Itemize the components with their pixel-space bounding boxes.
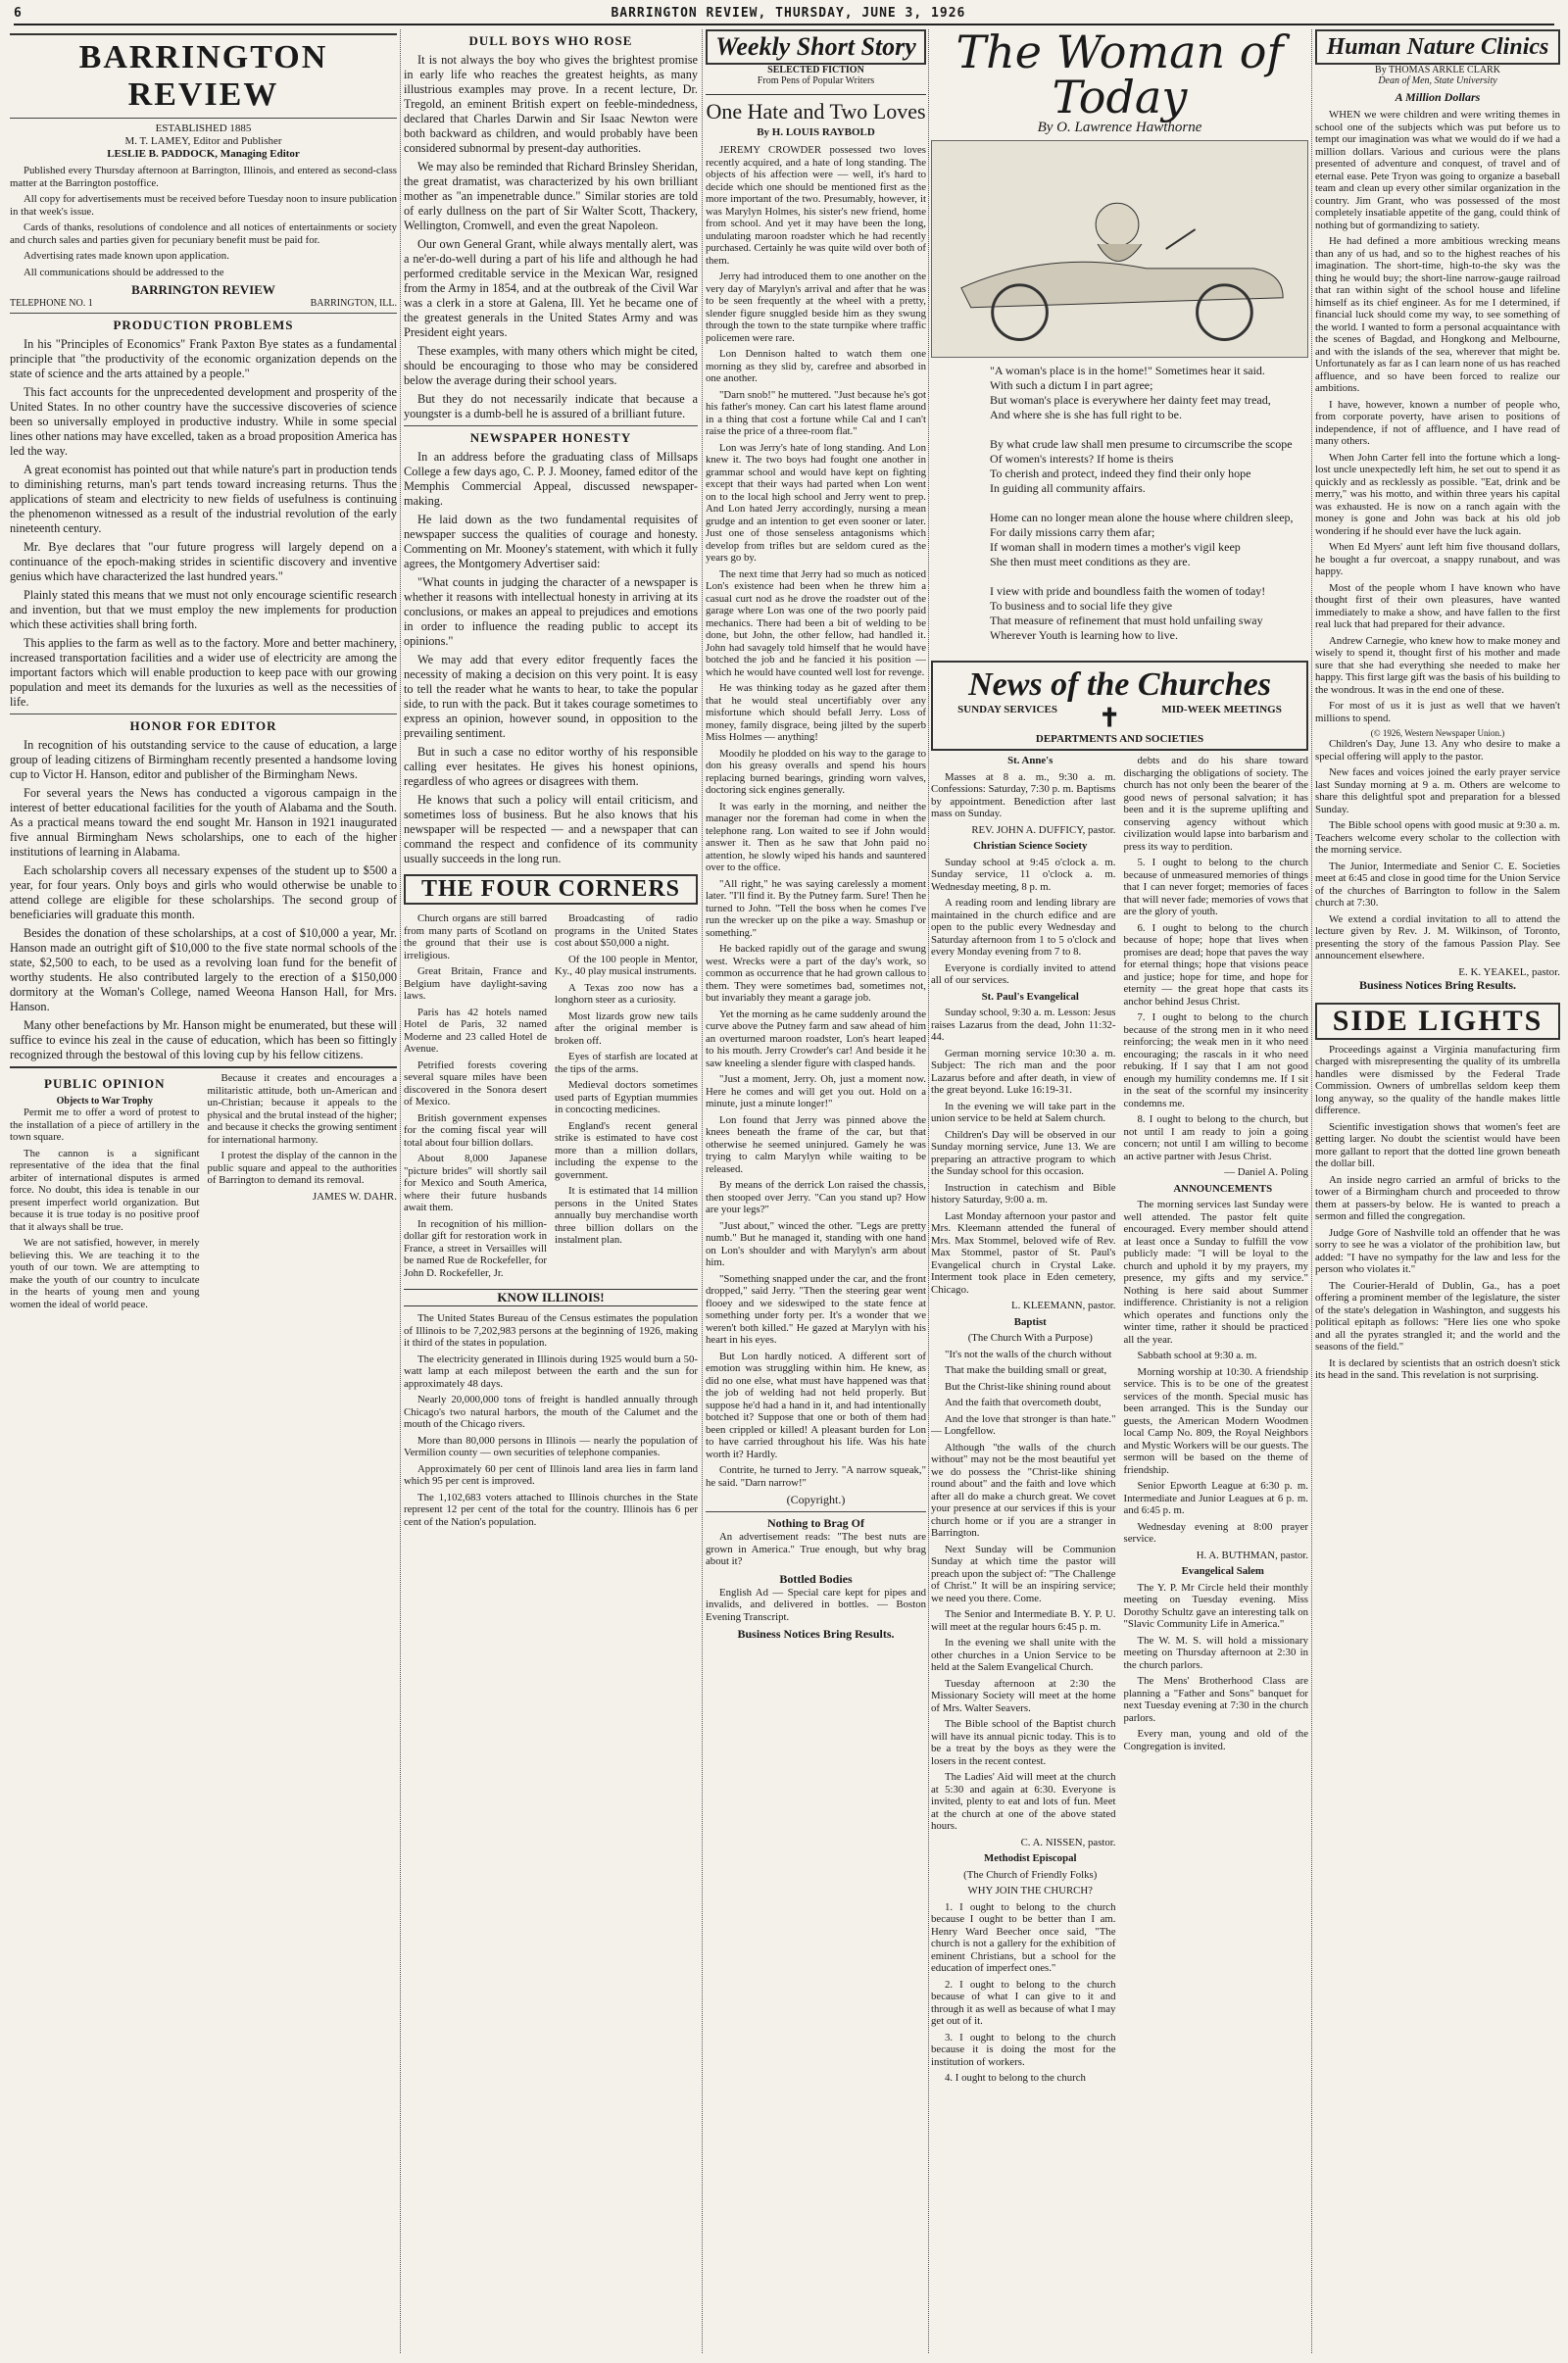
article-honor: In recognition of his outstanding service to the cause of education, a large group of leading citizens of Birmingham recently presented a handsome loving cup to Victor H. Hanson, editor and publisher of the Birmingham News. For several years the News has conducted a vigorous campaign in the interest of better educational facilities for the youth of Alabama and the South. As a practical means toward the end sought Mr. Hanson in 1921 inaugurated five annual Birmingham News scholarships, one to each of the higher institutions of learning in Alabama. Each scholarship covers all necessary expenses of the student up to $500 a year, for four years. Only boys and girls who would otherwise be unable to attend college are eligible for these scholarships. The second group of beneficiaries will graduate this month. Besides the donation of these scholarships, at a cost of $10,000 a year, Mr. Hanson made an outright gift of $10,000 to the five state normal schools of the state, $2,500 to each, to be used as a revolving loan fund for the benefit of worthy students. He also contributed largely to the erection of a $150,000 dormitory at the Woman's College, named Weeona Hanson Hall, for Mrs. Hanson. Many other benefactions by Mr. Hanson might be enumerated, but these will suffice to evince his zeal in the cause of education, which has been so fittingly recognized through the bestowal of this loving cup by his fellow citizens. — [10, 738, 397, 1061]
column-4: The Woman of Today By O. Lawrence Hawthorne "A woman's place is in the home!" Sometimes hear it said. With such a dictum I in part agree; But woman's place is everywhere her dainty feet may tread, And where she is she has full right to be. By what crude law shall men presume to circumscribe the scope Of women's interests? If home is theirs To cherish and protect, indeed they find their only hope In guiding all community affairs. Home can no longer mean alone the house where children sleep, For daily missions carry them afar; If woman shall in modern times a mother's vigil keep She then must meet conditions as they are. I view with pride and boundless faith the women of today! To business and to social life they give That measure of refinement that must hold unfailing sway Wherever Youth is learning how to live. News of the Churches SUNDAY SERVICES ✝ MID-WEEK MEETINGS DEPARTMENTS AND SOCIETIES St. Anne's Masses at 8 a. m., 9:30 a. m. Confessions: Saturday, 7:30 p. m. Baptisms by appointment. Benediction after last mass on Sunday. REV. JOHN A. DUFFICY, pastor. Christian Science Society Sunday school at 9:45 o'clock a. m. Sunday service, 11 o'clock a. m. Wednesday meeting, 8 p. m. A reading room and lending library are maintained in the church edifice and are open to the public every Wednesday and Saturday afternoon from 1 to 5 o'clock and every Monday evening from 7 to 8. Everyone is cordially invited to attend all of our services. St. Paul's Evangelical Sunday school, 9:30 a. m. Lesson: Jesus raises Lazarus from the dead, John 11:32-44. German morning service 10:30 a. m. Subject: The rich man and the poor Lazarus before and after death, in view of the great beyond. Luke 16:19-31. In the evening we will take part in the union service to be held at Salem church. Children's Day will be observed in our Sunday morning service, June 13. We are preparing an attractive program to which the Sunday school for this occasion. Instruction in catechism and Bible history Saturday, 9:00 a. m. Last Monday afternoon your pastor and Mrs. Kleemann attended the funeral of Mrs. Max Stommel, beloved wife of Rev. Max Stommel, pastor of St. Paul's Evangelical church in Crystal Lake. Interment took place in Eden cemetery, Chicago. L. KLEEMANN, pastor. Baptist (The Church With a Purpose) "It's not the walls of the church without That make the building small or great, But the Christ-like shining round about And the faith that overcometh doubt, And the love that stronger is than hate." — Longfellow. Although "the walls of the church without" may not be the most beautiful yet we do possess the "Christ-like shining round about" and the faith and love which after all do make a church great. We covet your presence at our services if this is your church home or if you are a stranger in Barrington. Next Sunday will be Communion Sunday at which time the pastor will preach upon the subject of: "The Challenge of Christ." It will be an inspiring service; we need you there. Come. The Senior and Intermediate B. Y. P. U. will meet at the regular hours 6:45 p. m. In the evening we shall unite with the other churches in a Union Service to be held at the Salem Evangelical Church. Tuesday afternoon at 2:30 the Missionary Society will meet at the home of Mrs. Walter Seavers. The Bible school of the Baptist church will have its annual picnic today. This is to be a treat by the boys as they were the losers in the recent contest. The Ladies' Aid will meet at the church at 5:30 and again at 6:30. Everyone is invited, plenty to eat and lots of fun. Meet at the church at one of the above stated hours. C. A. NISSEN, pastor. Methodist Episcopal (The Church of Friendly Folks) WHY JOIN THE CHURCH? 1. I ought to belong to the church because I ought to be better than I am. Henry Ward Beecher once said, "The church is not a gallery for the exhibition of eminent Christians, but a school for the education of imperfect ones." 2. I ought to belong to the church because of what I can give to it and through it as well as because of what I may get out of it. 3. I ought to belong to the church because it is doing the most for the institution of workers. 4. I ought to belong to the church debts and do his share toward discharging the obligations of society. The church has not only been the bearer of the good news of personal salvation; it has been and it is the supreme uplifting and conserving agency without which civilization would lapse into barbarism and press its way to perdition. 5. I ought to belong to the church because of unmeasured memories of things that I can never forget; memories of faces that will never fade; memories of vows that are the glory of youth. 6. I ought to belong to the church because of hope; hope that lives when promises are dead; hope that paves the way for eternal things; hope that visions peace and justice; hope for time, and hope for eternity — the great hope that casts its anchor behind Jesus Christ. 7. I ought to belong to the church because of the strong men in it who need reinforcing; the weak men in it who need encouraging; the rascals in it who need rebuking. If I say that I am not good enough my humility condemns me. If I sit in the seat of the scornful my insincerity condemns me. 8. I ought to belong to the church, but not until I am ready to join a going concern; not until I am willing to become an active partner with Jesus Christ. — Daniel A. Poling ANNOUNCEMENTS The morning services last Sunday were well attended. The pastor felt quite encouraged. Every member should attend at least once a Sunday to fulfill the vow publicly made: "I will be loyal to the church and uphold it by my prayers, my presence, my gifts and my service." Nothing is here said about Summer indifference. Christianity is not a religion which operates and functions only the winter time, rather it should be practiced all the year. Sabbath school at 9:30 a. m. Morning worship at 10:30. A friendship service. This is to be one of the greatest services of the month. Special music has been arranged. This is the Sunday our guests, the American Modern Woodmen local Camp No. 809, the Royal Neighbors and Mystic Workers will be our guests. The sermon will be based on the theme of friendship. Senior Epworth League at 6:30 p. m. Intermediate and Junior Leagues at 6 p. m. and 6:45 p. m. Wednesday evening at 8:00 prayer service. H. A. BUTHMAN, pastor. Evangelical Salem The Y. P. Mr Circle held their monthly meeting on Tuesday evening. Miss Dorothy Schultz gave an interesting talk on "Slavic Community Life in America." The W. M. S. will hold a missionary meeting on Thursday afternoon at 2:30 in the church parlors. The Mens' Brotherhood Class are planning a "Father and Sons" banquet for next Tuesday evening at 7:30 in the church parlors. Every man, young and old of the Congregation is invited. — [931, 29, 1308, 2353]
woman-poem: "A woman's place is in the home!" Sometimes hear it said. With such a dictum I in part agree; But woman's place is everywhere her dainty feet may tread, And where she is she has full right to be. By what crude law shall men presume to circumscribe the scope Of women's interests? If home is theirs To cherish and protect, indeed they find their only hope In guiding all community affairs. Home can no longer mean alone the house where children sleep, For daily missions carry them afar; If woman shall in modern times a mother's vigil keep She then must meet conditions as they are. I view with pride and boundless faith the women of today! To business and to social life they give That measure of refinement that must hold unfailing sway Wherever Youth is learning how to live. — [990, 364, 1294, 642]
story-body: JEREMY CROWDER possessed two loves recently acquired, and a hate of long standing. The objects of his affection were — well, it's hard to decide which one should be mentioned first as the more important of the two. Presumably, however, it was Marylyn Holmes, his sister's new friend, home from school. And yet it may have been the long, undulating maroon roadster which he had recently purchased. Certainly he was quite wild over both of them. Jerry had introduced them to one another on the very day of Marylyn's arrival and after that he was to be seen frequently at the wheel with a pretty, slender figure snuggled beside him as they swung through the town to the state turnpike where traffic policemen were rare. Lon Dennison halted to watch them one morning as they slid by, carefree and absorbed in one another. "Darn snob!" he muttered. "Just because he's got his father's money. Can cart his latest flame around in a thing that cost a fortune while Cal and I can't raise the price of a three-room flat." Lon was Jerry's hate of long standing. And Lon knew it. The two boys had fought one another in grammar school and would have kept on fighting except that their ways had parted when Lon went on to the local high school and Jerry went to prep. And Lon hated Jerry accordingly, nursing a mean grudge and an intention to get even sooner or later. Just one of those senseless antagonisms which develop from trifles but are seldom cured as the years go by. The next time that Jerry had so much as noticed Lon's existence had been when he threw him a casual curt nod as he drove the roadster out of the garage where Lon was one of the two poorly paid mechanics. There had been a bit of welding to be done, but John, the other fellow, had handled it. John had savagely told himself that he would have botched the job and he fancied it his position — which he would have counted well lost for revenge. He was thinking today as he gazed after them that he would steal uncertifiably over any misfortune which should befall Jerry. Loss of money, family disgrace, being jilted by the superb Miss Holmes — anything! Moodily he plodded on his way to the garage to don his greasy overalls and spend his hours replacing burned bearings, grinding worn valves, doctoring sick engines generally. It was early in the morning, and neither the manager nor the foreman had come in when the telephone rang. Lon waited to see if John would answer it. Then as he saw that John paid no attention, he slowly wiped his hands and sauntered over to the office. "All right," he was saying carelessly a moment later. "I'll find it. By the Putney farm. Sure! Then he turned to John. "Tell the boss when he comes I've run the wrecker up on the pike a way. Smashup or something." He backed rapidly out of the garage and swung west. Wrecks were a part of the day's work, so common as occurrence that he had grown callous to them. They were sometimes bad, sometimes not, but invariably they meant a garage job. Yet the morning as he came suddenly around the curve above the Putney farm and saw ahead of him an overturned maroon roadster, Lon's heart leaped to his mouth. Jerry Crowder's car! And beside it he saw kneeling a slender figure with clasped hands. "Just a moment, Jerry. Oh, just a moment now. Here he comes and will get you out. Hold on a minute, just a minute longer!" Lon found that Jerry was pinned above the knees beneath the frame of the car, but that otherwise he seemed uninjured. Gamely he was trying to calm Marylyn while waiting to be released. By means of the derrick Lon raised the chassis, then stooped over Jerry. "Can you stand up? How are your legs?" "Just about," winced the other. "Legs are pretty numb." But he managed it, standing with one hand on Lon's shoulder and with Marylyn's arm about him. "Something snapped under the car, and the front dropped," said Jerry. "Then the steering gear went flooey and we sideswiped to the state fence at something under forty per. It's a wonder that we weren't both killed." He gazed at Marylyn with his heart in his eyes. But Lon hardly noticed. A different sort of emotion was struggling within him. He knew, as did no one else, what must have happened was that the job of welding had not held properly. But suppose he'd had a hand in it, and had intentionally botched it? Suppose that one or both of them had been crippled or killed! A pleasant burden for Lon to have carried throughout his life. Was his hate worth it? Hardly. Contrite, he turned to Jerry. "A narrow squeak," he said. "Darn narrow!" (Copyright.) — [706, 144, 926, 1506]
article-title: PRODUCTION PROBLEMS — [113, 318, 294, 332]
cross-icon: ✝ — [1099, 704, 1121, 732]
article-title: HONOR FOR EDITOR — [129, 718, 277, 733]
car-illustration-icon — [932, 141, 1307, 357]
story-title: One Hate and Two Loves — [706, 94, 926, 124]
article-title: NEWSPAPER HONESTY — [469, 430, 632, 445]
human-nature-body: WHEN we were children and were writing themes in school one of the subjects which was put before us to tempt our imagination was what we would do if we had a million dollars. Various and curious were the plans presented of adventure and conquest, of travel and of eternal ease. Pete Tryon was going to organize a baseball team and clean up every other similar organization in the country. Jim Grant, who was possessed of the most completely insatiable appetite of the gang, could think of nothing but of gormandizing to satiety. He had defined a more ambitious wrecking means than any of us had, and so to the highest reaches of his imagination. The short-time, high-to-the sky was the thing he would buy; the short-line narrow-gauge railroad that ran within sight of the school house and lifeline himself as its chief engineer. As for me I determined, if financial luck should come my way, to see something of the world. I wanted to form a personal acquaintance with the scenes of Bagdad, and Hongkong and Melbourne, and with the islands of the sea, wherever that might be. Unfortunately as far as I can learn none of us has reached affluence, and so have been forced to realize our ambitions. I have, however, known a number of people who, from corporate poverty, have arisen to positions of independence, if not of affluence, and I have read of many others. When John Carter fell into the fortune which a long-lost uncle unexpectedly left him, he set out to spend it as quickly and as recklessly as possible. "Eat, drink and be merry," was his motto, and within three years his capital was exhausted. He is now on a ranch again with the money is gone and John was back at his old job wondering if he should ever have the luck again. When Ed Myers' aunt left him five thousand dollars, he bought a fur overcoat, a snappy runabout, and was happy. Most of the people whom I have known who have thought first of their own pleasures, have wanted immediately to make a show, and have fallen to the first real luck that had prepared for their advance. Andrew Carnegie, who knew how to make money and wisely to spend it, thought first of his mother and made sure that she had everything she needed to make her happy. This first large gift was the basis of his building to the wondrous. It was in the end one of these. For most of us it is just as well that we haven't millions to spend. (© 1926, Western Newspaper Union.) — [1315, 109, 1560, 738]
four-corners: Church organs are still barred from many parts of Scotland on the ground that their use is irreligious. Great Britain, France and Belgium have daylight-saving laws. Paris has 42 hotels named Hotel de Paris, 32 named Moderne and 23 called Hotel de Avenue. Petrified forests covering several square miles have been discovered in the Sonora desert of Mexico. British government expenses for the coming fiscal year will total about four billion dollars. About 8,000 Japanese "picture brides" will shortly sail for Mexico and South America, where their future husbands await them. In recognition of his million-dollar gift for restoration work in France, a street in Versailles will be named Rue de Rockefeller, for John D. Rockefeller, Jr. Broadcasting of radio programs in the United States cost about $50,000 a night. Of the 100 people in Mentor, Ky., 40 play musical instruments. A Texas zoo now has a longhorn steer as a curiosity. Most lizards grow new tails after the original member is broken off. Eyes of starfish are located at the tips of the arms. Medieval doctors sometimes used parts of Egyptian mummies in concocting medicines. England's recent general strike is estimated to have cost more than a million dollars, including the expense to the government. It is estimated that 14 million persons in the United States annually buy merchandise worth three billion dollars on the instalment plan. — [404, 912, 698, 1279]
four-corners-title: THE FOUR CORNERS — [404, 874, 698, 905]
article-honesty: In an address before the graduating class of Millsaps College a few days ago, C. P. J. Mooney, famed editor of the Memphis Commercial Appeal, discussed newspaper-making. He laid down as the two fundamental requisites of newspaper success the qualities of courage and honesty. Commenting on Mr. Mooney's statement, with which it fully agrees, the Montgomery Advertiser said: "What counts in judging the character of a newspaper is whether it reasons with intellectual honesty in arriving at its conclusions, or makes an appeal to prejudices and emotions in order to influence the reading public to accept its opinions." We may add that every editor frequently faces the necessity of making a decision on this very point. It is easy to tell the reader what he wants to hear, to take the popular side, to run with the pack. But it takes courage sometimes to express an opinion, however sound, in opposition to the prevailing sentiment. But in such a case no editor worthy of his responsible calling ever hesitates. He gives his honest opinions, regardless of who agrees or disagrees with them. He knows that such a policy will entail criticism, and sometimes loss of business. But he also knows that his newspaper will be respected — and a newspaper that can command the respect and confidence of its community usually succeeds in the long run. — [404, 450, 698, 865]
human-nature-head: Human Nature Clinics — [1315, 29, 1560, 65]
church-listings: St. Anne's Masses at 8 a. m., 9:30 a. m. Confessions: Saturday, 7:30 p. m. Baptisms by appointment. Benediction after last mass on Sunday. REV. JOHN A. DUFFICY, pastor. Christian Science Society Sunday school at 9:45 o'clock a. m. Sunday service, 11 o'clock a. m. Wednesday meeting, 8 p. m. A reading room and lending library are maintained in the church edifice and are open to the public every Wednesday and Saturday afternoon from 1 to 5 o'clock and every Monday evening from 7 to 8. Everyone is cordially invited to attend all of our services. St. Paul's Evangelical Sunday school, 9:30 a. m. Lesson: Jesus raises Lazarus from the dead, John 11:32-44. German morning service 10:30 a. m. Subject: The rich man and the poor Lazarus before and after death, in view of the great beyond. Luke 16:19-31. In the evening we will take part in the union service to be held at Salem church. Children's Day will be observed in our Sunday morning service, June 13. We are preparing an attractive program to which the Sunday school for this occasion. Instruction in catechism and Bible history Saturday, 9:00 a. m. Last Monday afternoon your pastor and Mrs. Kleemann attended the funeral of Mrs. Max Stommel, beloved wife of Rev. Max Stommel, pastor of St. Paul's Evangelical church in Crystal Lake. Interment took place in Eden cemetery, Chicago. L. KLEEMANN, pastor. Baptist (The Church With a Purpose) "It's not the walls of the church without That make the building small or great, But the Christ-like shining round about And the faith that overcometh doubt, And the love that stronger is than hate." — Longfellow. Although "the walls of the church without" may not be the most beautiful yet we do possess the "Christ-like shining round about" and the faith and love which after all do make a church great. We covet your presence at our services if this is your church home or if you are a stranger in Barrington. Next Sunday will be Communion Sunday at which time the pastor will preach upon the subject of: "The Challenge of Christ." It will be an inspiring service; we need you there. Come. The Senior and Intermediate B. Y. P. U. will meet at the regular hours 6:45 p. m. In the evening we shall unite with the other churches in a Union Service to be held at the Salem Evangelical Church. Tuesday afternoon at 2:30 the Missionary Society will meet at the home of Mrs. Walter Seavers. The Bible school of the Baptist church will have its annual picnic today. This is to be a treat by the boys as they were the losers in the recent contest. The Ladies' Aid will meet at the church at 5:30 and again at 6:30. Everyone is invited, plenty to eat and lots of fun. Meet at the church at one of the above stated hours. C. A. NISSEN, pastor. Methodist Episcopal (The Church of Friendly Folks) WHY JOIN THE CHURCH? 1. I ought to belong to the church because I ought to be better than I am. Henry Ward Beecher once said, "The church is not a gallery for the exhibition of eminent Christians, but a school for the education of imperfect ones." 2. I ought to belong to the church because of what I can give to it and through it as well as because of what I may get out of it. 3. I ought to belong to the church because it is doing the most for the institution of workers. 4. I ought to belong to the church debts and do his share toward discharging the obligations of society. The church has not only been the bearer of the good news of personal salvation; it has been and it is the supreme uplifting and conserving agency without which civilization would lapse into barbarism and press its way to perdition. 5. I ought to belong to the church because of unmeasured memories of things that I can never forget; memories of faces that will never fade; memories of vows that are the glory of youth. 6. I ought to belong to the church because of hope; hope that lives when promises are dead; hope that paves the way for eternal things; hope that visions peace and justice; hope for time, and hope for eternity — the great hope that casts its anchor behind Jesus Christ. 7. I ought to belong to the church because of the strong men in it who need reinforcing; the weak men in it who need encouraging; the rascals in it who need rebuking. If I say that I am not good enough my humility condemns me. If I sit in the seat of the scornful my insincerity condemns me. 8. I ought to belong to the church, but not until I am ready to join a going concern; not until I am willing to become an active partner with Jesus Christ. — Daniel A. Poling ANNOUNCEMENTS The morning services last Sunday were well attended. The pastor felt quite encouraged. Every member should attend at least once a Sunday to fulfill the vow publicly made: "I will be loyal to the church and uphold it by my prayers, my presence, my gifts and my service." Nothing is here said about Summer indifference. Christianity is not a religion which operates and functions only the winter time, rather it should be practiced all the year. Sabbath school at 9:30 a. m. Morning worship at 10:30. A friendship service. This is to be one of the greatest services of the month. Special music has been arranged. This is the Sunday our guests, the American Modern Woodmen local Camp No. 809, the Royal Neighbors and Mystic Workers will be our guests. The sermon will be based on the theme of friendship. Senior Epworth League at 6:30 p. m. Intermediate and Junior Leagues at 6 p. m. and 6:45 p. m. Wednesday evening at 8:00 prayer service. H. A. BUTHMAN, pastor. Evangelical Salem The Y. P. Mr Circle held their monthly meeting on Tuesday evening. Miss Dorothy Schultz gave an interesting talk on "Slavic Community Life in America." The W. M. S. will hold a missionary meeting on Thursday afternoon at 2:30 in the church parlors. The Mens' Brotherhood Class are planning a "Father and Sons" banquet for next Tuesday evening at 7:30 in the church parlors. Every man, young and old of the Congregation is invited. — [931, 755, 1308, 2084]
illustration-woman-driving — [931, 140, 1308, 358]
side-lights-title: SIDE LIGHTS — [1315, 1003, 1560, 1040]
know-illinois: The United States Bureau of the Census estimates the population of Illinois to be 7,202,983 persons at the beginning of 1926, making it third of the states in population. The electricity generated in Illinois during 1925 would burn a 50-watt lamp at each milepost between the earth and the sun for approximately 48 days. Nearly 20,000,000 tons of freight is handled annually through Chicago's two natural harbors, the mouth of the Calumet and the mouth of the Chicago rivers. More than 80,000 persons in Illinois — nearly the population of Vermilion county — own securities of telephone companies. Approximately 60 per cent of Illinois land area lies in farm land which 95 per cent is improved. The 1,102,683 voters attached to Illinois churches in the State represent 12 per cent of the total for the country. Illinois has 6 per cent of the Nation's population. — [404, 1312, 698, 1528]
know-illinois-title: KNOW ILLINOIS! — [404, 1289, 698, 1306]
churches-header: News of the Churches SUNDAY SERVICES ✝ MID-WEEK MEETINGS DEPARTMENTS AND SOCIETIES — [931, 661, 1308, 751]
masthead-title: BARRINGTON REVIEW — [78, 39, 328, 113]
public-opinion: PUBLIC OPINION Objects to War Trophy Permit me to offer a word of protest to the installation of a piece of artillery in the town square. The cannon is a significant representative of the idea that the final arbiter of international disputes is armed force. No doubt, this idea is tenable in our present imperfect world organization. But because it is true today is no positive proof that it always shall be true. We are not satisfied, however, in merely believing this. We are teaching it to the youth of our town. We are attempting to make the youth of our country to inculcate in the hearts of young men and young women the ideal of world peace. Because it creates and encourages a militaristic attitude, both un-American and un-Christian; because it appeals to the physical and the brutal instead of the higher; and because it checks the growing sentiment for international harmony. I protest the display of the cannon in the public square and appeal to the authorities of Barrington to demand its removal. JAMES W. DAHR. — [10, 1072, 397, 1310]
weekly-story-head: Weekly Short Story — [706, 29, 926, 65]
article-title: DULL BOYS WHO ROSE — [468, 33, 633, 48]
paper-dateline: BARRINGTON REVIEW, THURSDAY, JUNE 3, 1926 — [611, 6, 966, 21]
woman-of-today-title: The Woman of Today — [956, 29, 1284, 123]
column-5: Human Nature Clinics By THOMAS ARKLE CLARK Dean of Men, State University A Million Dollars WHEN we were children and were writing themes in school one of the subjects which was put before us to tempt our imagination was what we would do if we had a million dollars. Various and curious were the plans presented of adventure and conquest, of travel and of eternal ease. Pete Tryon was going to organize a baseball team and clean up every other similar organization in the country. Jim Grant, who was possessed of the most completely insatiable appetite of the gang, could think of nothing but of gormandizing to satiety. He had defined a more ambitious wrecking means than any of us had, and so to the highest reaches of his imagination. The short-time, high-to-the sky was the thing he would buy; the short-line narrow-gauge railroad that ran within sight of the school house and lifeline himself as its chief engineer. As for me I determined, if financial luck should come my way, to see something of the world. I wanted to form a personal acquaintance with the scenes of Bagdad, and Hongkong and Melbourne, and with the islands of the sea, wherever that might be. Unfortunately as far as I can learn none of us has reached affluence, and so have been forced to realize our ambitions. I have, however, known a number of people who, from corporate poverty, have arisen to positions of independence, if not of affluence, and I have read of many others. When John Carter fell into the fortune which a long-lost uncle unexpectedly left him, he set out to spend it as quickly and as recklessly as possible. "Eat, drink and be merry," was his motto, and within three years his capital was exhausted. He is now on a ranch again with the money is gone and John was back at his old job wondering if he should ever have the luck again. When Ed Myers' aunt left him five thousand dollars, he bought a fur overcoat, a snappy runabout, and was happy. Most of the people whom I have known who have thought first of their own pleasures, have wanted immediately to make a show, and have fallen to the first real luck that had prepared for their advance. Andrew Carnegie, who knew how to make money and wisely to spend it, thought first of his mother and made sure that she had everything she needed to make her happy. This first large gift was the basis of his building to the wondrous. It was in the end one of these. For most of us it is just as well that we haven't millions to spend. (© 1926, Western Newspaper Union.) Children's Day, June 13. Any who desire to make a special offering will apply to the pastor. New faces and voices joined the early prayer service last Sunday morning at 9 a. m. Others are welcome to share this delightful spot and preparation for a blessed Sunday. The Bible school opens with good music at 9:30 a. m. Teachers welcome every scholar to the collection with the morning service. The Junior, Intermediate and Senior C. E. Societies meet at 6:45 and close in good time for the Union Service of the churches of Barrington to follow in the Salem church at 7:30. We extend a cordial invitation to all to attend the lecture given by Rev. J. M. Wilkinson, of Toronto, presenting the story of the famous Passion Play. See announcement elsewhere. E. K. YEAKEL, pastor. Business Notices Bring Results. SIDE LIGHTS Proceedings against a Virginia manufacturing firm charged with misrepresenting the quality of its umbrella handles were dismissed by the Federal Trade Commission. Owners of umbrellas seldom keep them long anyway, so the quality of the handle makes little difference. Scientific investigation shows that women's feet are getting larger. No doubt the scientist would have been more gallant to report that the dotted line grown beneath the dollar bill. An inside negro carried an armful of bricks to the tower of a Birmingham church and proceeded to throw them at passers-by below. He is wanted to preach a sermon and filled the congregation. Judge Gore of Nashville told an offender that he was sorry to see he was a violator of the prohibition law, but added: "I have no sympathy for the law and less for the person who violates it." The Courier-Herald of Dublin, Ga., has a poet offering a prominent member of the legislature, the sister of the state's delegation in Washington, and suggests his political epitaph as follows: "Here lies one who spoke and all the pyrates strangled it; and the world and the seasons of the field." It is declared by scientists that an ostrich doesn't stick its head in the sand. This revelation is not surprising. — [1315, 29, 1560, 2353]
article-production: In his "Principles of Economics" Frank Paxton Bye states as a fundamental principle that "the productivity of the economic organization depends on the state of science and the arts attained by a people." This fact accounts for the unprecedented development and prosperity of the United States. In no other country have the successive discoveries of science been so universally employed in productive industry. While in some special lines other nations may have excelled, taken as a broad proposition America has led the way. A great economist has pointed out that while nature's part in production tends to diminishing returns, man's part tends toward increasing returns. Thus the applications of steam and electricity to new fields of usefulness is continuing the phenomenon witnessed as a result of the industrial revolution of the early nineteenth century. Mr. Bye declares that "our future progress will largely depend on a continuance of the epoch-making strides in scientific discovery and inventive genius which have characterized the last hundred years." Plainly stated this means that we must not only encourage scientific research and invention, but that we must employ the new implements for production which these activities shall bring forth. This applies to the farm as well as to the factory. More and better machinery, increased transportation facilities and a wider use of electricity are among the important factors which will enable production to keep pace with our growing population and meet its demands for the luxuries as well as the necessities of life. — [10, 337, 397, 709]
column-1: BARRINGTON REVIEW ESTABLISHED 1885 M. T. LAMEY, Editor and Publisher LESLIE B. PADDOCK, Managing Editor Published every Thursday afternoon at Barrington, Illinois, and entered as second-class matter at the Barrington postoffice. All copy for advertisements must be received before Tuesday noon to insure publication in that week's issue. Cards of thanks, resolutions of condolence and all notices of entertainments or society and church sales and parties given for pecuniary benefit must be paid for. Advertising rates made known upon application. All communications should be addressed to the BARRINGTON REVIEW TELEPHONE NO. 1 BARRINGTON, ILL. PRODUCTION PROBLEMS In his "Principles of Economics" Frank Paxton Bye states as a fundamental principle that "the productivity of the economic organization depends on the state of science and the arts attained by a people." This fact accounts for the unprecedented development and prosperity of the United States. In no other country have the successive discoveries of science been so universally employed in productive industry. While in some special lines other nations may have excelled, taken as a broad proposition America has led the way. A great economist has pointed out that while nature's part in production tends to diminishing returns, man's part tends toward increasing returns. Thus the applications of steam and electricity to new fields of usefulness is continuing the phenomenon witnessed as a result of the industrial revolution of the early nineteenth century. Mr. Bye declares that "our future progress will largely depend on a continuance of the epoch-making strides in scientific discovery and inventive genius which have characterized the last hundred years." Plainly stated this means that we must not only encourage scientific research and invention, but that we must employ the new implements for production which these activities shall bring forth. This applies to the farm as well as to the factory. More and better machinery, increased transportation facilities and a wider use of electricity are among the important factors which will enable production to keep pace with our growing population and meet its demands for the luxuries as well as the necessities of life. HONOR FOR EDITOR In recognition of his outstanding service to the cause of education, a large group of leading citizens of Birmingham recently presented a handsome loving cup to Victor H. Hanson, editor and publisher of the Birmingham News. For several years the News has conducted a vigorous campaign in the interest of better educational facilities for the youth of Alabama and the South. As a practical means toward the end sought Mr. Hanson in 1921 inaugurated five annual Birmingham News scholarships, one to each of the higher institutions of learning in Alabama. Each scholarship covers all necessary expenses of the student up to $500 a year, for four years. Only boys and girls who would otherwise be unable to attend college are eligible for these scholarships. The second group of beneficiaries will graduate this month. Besides the donation of these scholarships, at a cost of $10,000 a year, Mr. Hanson made an outright gift of $10,000 to the five state normal schools of the state, $2,500 to each, to be used as a revolving loan fund for the benefit of worthy students. He also contributed largely to the erection of a $150,000 dormitory at the Woman's College, named Weeona Hanson Hall, for Mrs. Hanson. Many other benefactions by Mr. Hanson might be enumerated, but these will suffice to evince his zeal in the cause of education, which has been so fittingly recognized through the bestowal of this loving cup by his fellow citizens. PUBLIC OPINION Objects to War Trophy Permit me to offer a word of protest to the installation of a piece of artillery in the town square. The cannon is a significant representative of the idea that the final arbiter of international disputes is armed force. No doubt, this idea is tenable in our present imperfect world organization. But because it is true today is no positive proof that it always shall be true. We are not satisfied, however, in merely believing this. We are teaching it to the youth of our town. We are attempting to make the youth of our country to inculcate in the hearts of young men and young women the ideal of world peace. Because it creates and encourages a militaristic attitude, both un-American and un-Christian; because it appeals to the physical and the brutal instead of the higher; and because it checks the growing sentiment for international harmony. I protest the display of the cannon in the public square and appeal to the authorities of Barrington to demand its removal. JAMES W. DAHR. — [10, 29, 397, 2353]
column-2 — [404, 29, 698, 2353]
page-header — [14, 6, 1554, 25]
masthead-info: ESTABLISHED 1885 M. T. LAMEY, Editor and Publisher LESLIE B. PADDOCK, Managing Editor — [107, 123, 300, 160]
article-dull-boys: It is not always the boy who gives the brightest promise in early life who reaches the greatest heights, as many illustrious examples may prove. In a recent lecture, Dr. Tregold, an eminent British expert on feeble-mindedness, declared that Charles Darwin and Sir Isaac Newton were both backward as children, and would probably have been considered subnormal by present-day authorities. We may also be reminded that Richard Brinsley Sheridan, the great dramatist, was characterized by his own brilliant mother as "an impenetrable dunce." Similar stories are told of early dullness on the part of Sir Walter Scott, Thackery, Wellington, Cromwell, and even the great Napoleon. Our own General Grant, while always mentally alert, was a ne'er-do-well during a part of his life and although he had performed creditable service in the Mexican War, resigned from the Army in 1854, and at the outbreak of the Civil War was a clerk in a store at Galena, Ill. Yet he became one of the greatest generals in the United States Army and was President eight years. These examples, with many others which might be cited, should be encouraging to those who may be considered below the average during their school years. But they do not necessarily indicate that because a youngster is a dumb-bell he is assured of a brilliant future. — [404, 53, 698, 420]
page-number: 6 — [14, 6, 23, 21]
column-3: Weekly Short Story SELECTED FICTION From Pens of Popular Writers One Hate and Two Loves By H. LOUIS RAYBOLD JEREMY CROWDER possessed two loves recently acquired, and a hate of long standing. The objects of his affection were — well, it's hard to decide which one should be mentioned first as the more important of the two. Presumably, however, it was Marylyn Holmes, his sister's new friend, home from school. And yet it may have been the long, undulating maroon roadster which he had recently purchased. Certainly he was quite wild over both of them. Jerry had introduced them to one another on the very day of Marylyn's arrival and after that he was to be seen frequently at the wheel with a pretty, slender figure snuggled beside him as they swung through the town to the state turnpike where traffic policemen were rare. Lon Dennison halted to watch them one morning as they slid by, carefree and absorbed in one another. "Darn snob!" he muttered. "Just because he's got his father's money. Can cart his latest flame around in a thing that cost a fortune while Cal and I can't raise the price of a three-room flat." Lon was Jerry's hate of long standing. And Lon knew it. The two boys had fought one another in grammar school and would have kept on fighting except that their ways had parted when Lon went on to the local high school and Jerry went to prep. And Lon hated Jerry accordingly, nursing a mean grudge and an intention to get even sooner or later. Just one of those senseless antagonisms which develop from trifles but are seldom cured as the years go by. The next time that Jerry had so much as noticed Lon's existence had been when he threw him a casual curt nod as he drove the roadster out of the garage where Lon was one of the two poorly paid mechanics. There had been a bit of welding to be done, but John, the other fellow, had handled it. John had savagely told himself that he would have botched the job and he fancied it his position — which he would have counted well lost for revenge. He was thinking today as he gazed after them that he would steal uncertifiably over any misfortune which should befall Jerry. Loss of money, family disgrace, being jilted by the superb Miss Holmes — anything! Moodily he plodded on his way to the garage to don his greasy overalls and spend his hours replacing burned bearings, grinding worn valves, doctoring sick engines generally. It was early in the morning, and neither the manager nor the foreman had come in when the telephone rang. Lon waited to see if John would answer it. Then as he saw that John paid no attention, he slowly wiped his hands and sauntered over to the office. "All right," he was saying carelessly a moment later. "I'll find it. By the Putney farm. Sure! Then he turned to John. "Tell the boss when he comes I've run the wrecker up on the pike a way. Smashup or something." He backed rapidly out of the garage and swung west. Wrecks were a part of the day's work, so common as occurrence that he had grown callous to them. They were sometimes bad, sometimes not, but invariably they meant a garage job. Yet the morning as he came suddenly around the curve above the Putney farm and saw ahead of him an overturned maroon roadster, Lon's heart leaped to his mouth. Jerry Crowder's car! And beside it he saw kneeling a slender figure with clasped hands. "Just a moment, Jerry. Oh, just a moment now. Here he comes and will get you out. Hold on a minute, just a minute longer!" Lon found that Jerry was pinned above the knees beneath the frame of the car, but that otherwise he seemed uninjured. Gamely he was trying to calm Marylyn while waiting to be released. By means of the derrick Lon raised the chassis, then stooped over Jerry. "Can you stand up? How are your legs?" "Just about," winced the other. "Legs are pretty numb." But he managed it, standing with one hand on Lon's shoulder and with Marylyn's arm about him. "Something snapped under the car, and the front dropped," said Jerry. "Then the steering gear went flooey and we sideswiped to the state fence at something under forty per. It's a wonder that we weren't both killed." He gazed at Marylyn with his heart in his eyes. But Lon hardly noticed. A different sort of emotion was struggling within him. He knew, as did no one else, what must have happened was that the job of welding had not held properly. But suppose he'd had a hand in it, and had intentionally botched it? Suppose that one or both of them had been crippled or killed! A pleasant burden for Lon to have carried throughout his life. Was his hate worth it? Hardly. Contrite, he turned to Jerry. "A narrow squeak," he said. "Darn narrow!" (Copyright.) Nothing to Brag Of An advertisement reads: "The best nuts are grown in America." True enough, but why brag about it? Bottled Bodies English Ad — Special care kept for pipes and invalids, and delivered in bottles. — Boston Evening Transcript. Business Notices Bring Results. — [706, 29, 926, 2353]
side-lights: Proceedings against a Virginia manufacturing firm charged with misrepresenting the quality of its umbrella handles were dismissed by the Federal Trade Commission. Owners of umbrellas seldom keep them long anyway, so the quality of the handle makes little difference. Scientific investigation shows that women's feet are getting larger. No doubt the scientist would have been more gallant to report that the dotted line grown beneath the dollar bill. An inside negro carried an armful of bricks to the tower of a Birmingham church and proceeded to throw them at passers-by below. He is wanted to preach a sermon and filled the congregation. Judge Gore of Nashville told an offender that he was sorry to see he was a violator of the prohibition law, but added: "I have no sympathy for the law and less for the person who violates it." The Courier-Herald of Dublin, Ga., has a poet offering a prominent member of the legislature, the sister of the state's delegation in Washington, and suggests his political epitaph as follows: "Here lies one who spoke and all the pyrates strangled it; and the world and the seasons of the field." It is declared by scientists that an ostrich doesn't stick its head in the sand. This revelation is not surprising. — [1315, 1043, 1560, 1381]
